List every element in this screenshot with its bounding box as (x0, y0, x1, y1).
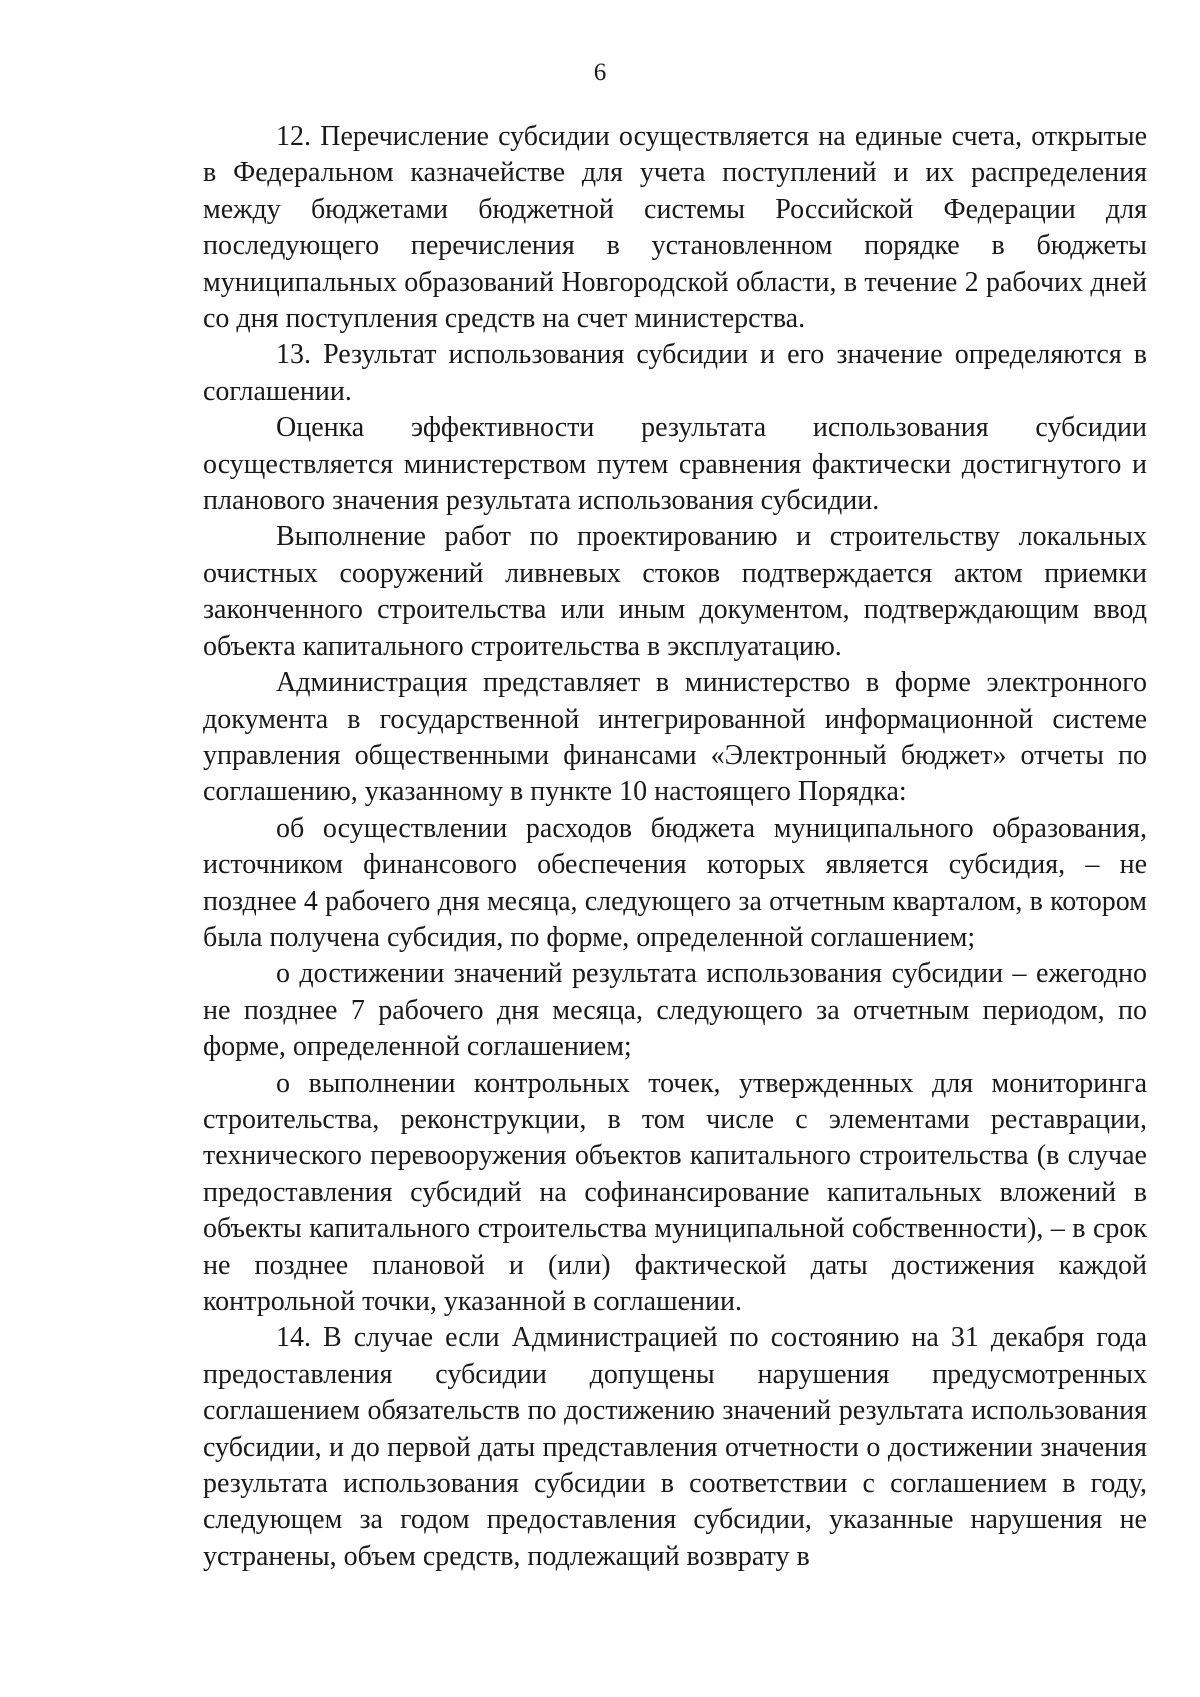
paragraph-14-violations: 14. В случае если Администрацией по состоянию на 31 декабря года предоставления субсидии допущены нарушения предусмотренных соглашением обязательств по достижению значений результата использования субсидии, и до первой даты представления отчетности о достижении значения результата использования субсидии в соответствии с соглашением в году, следующем за годом предоставления субсидии, указанные нарушения не устранены, объем средств, подлежащий возврату в (203, 1322, 1147, 1572)
document-body (203, 119, 1147, 1575)
paragraph-administration-reports: Администрация представляет в министерство в форме электронного документа в государственной интегрированной информационной системе управления общественными финансами «Электронный бюджет» отчеты по соглашению, указанному в пункте 10 настоящего Порядка: (203, 667, 1147, 808)
paragraph-control-points-report: о выполнении контрольных точек, утвержденных для мониторинга строительства, реконструкции, в том числе с элементами реставрации, технического перевооружения объектов капитального строительства (в случае предоставления субсидий на софинансирование капитальных вложений в объекты капитального строительства муниципальной собственности), – в срок не позднее плановой и (или) фактической даты достижения каждой контрольной точки, указанной в соглашении. (203, 1067, 1147, 1317)
page-number: 6 (593, 59, 607, 86)
paragraph-expenses-report: об осуществлении расходов бюджета муниципального образования, источником финансового обеспечения которых является субсидия, – не позднее 4 рабочего дня месяца, следующего за отчетным кварталом, в котором была получена субсидия, по форме, определенной соглашением; (203, 812, 1147, 953)
paragraph-efficiency-assessment: Оценка эффективности результата использования субсидии осуществляется министерством путем сравнения фактически достигнутого и планового значения результата использования субсидии. (203, 412, 1147, 517)
paragraph-works-confirmation: Выполнение работ по проектированию и строительству локальных очистных сооружений ливневых стоков подтверждается актом приемки законченного строительства или иным документом, подтверждающим ввод объекта капитального строительства в эксплуатацию. (203, 521, 1147, 662)
paragraph-13-result: 13. Результат использования субсидии и его значение определяются в соглашении. (203, 339, 1147, 407)
paragraph-results-report: о достижении значений результата использования субсидии – ежегодно не позднее 7 рабочего дня месяца, следующего за отчетным периодом, по форме, определенной соглашением; (203, 958, 1147, 1063)
paragraph-12-transfer: 12. Перечисление субсидии осуществляется на единые счета, открытые в Федеральном казначействе для учета поступлений и их распределения между бюджетами бюджетной системы Российской Федерации для последующего перечисления в установленном порядке в бюджеты муниципальных образований Новгородской области, в течение 2 рабочих дней со дня поступления средств на счет министерства. (203, 121, 1147, 335)
